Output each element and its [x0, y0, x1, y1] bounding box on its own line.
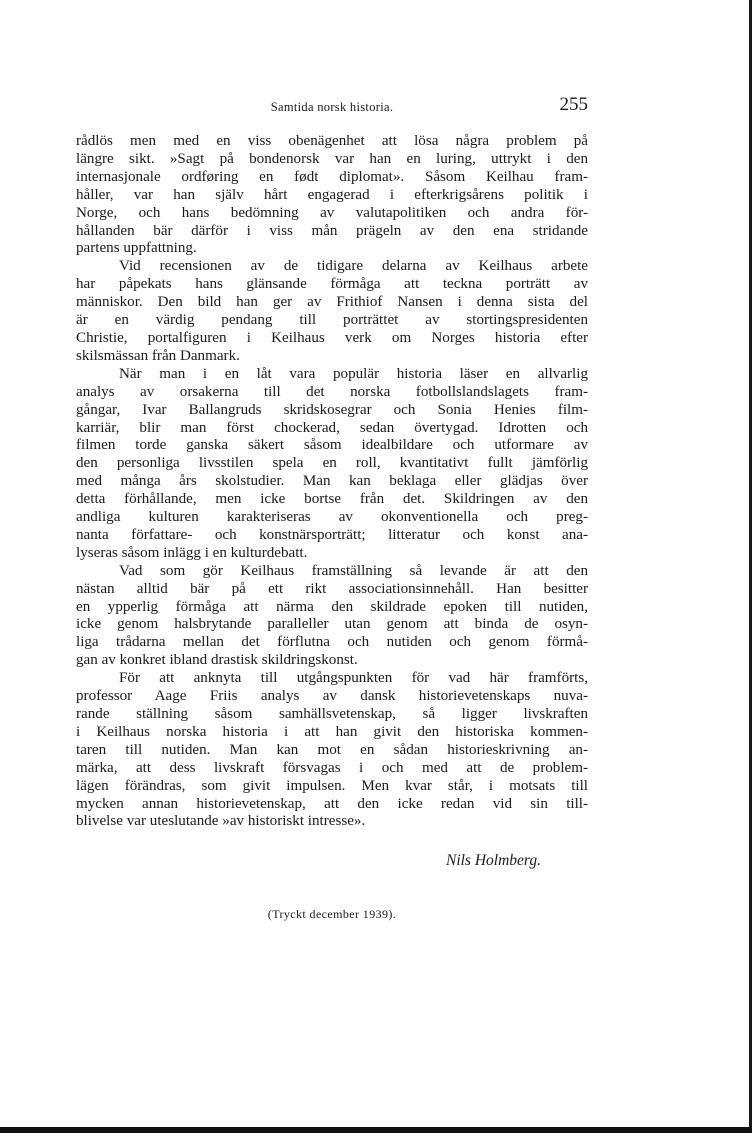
- text-line: en ypperlig förmåga att närma den skildrade epoken till nutiden,: [76, 598, 588, 615]
- text-line: Vad som gör Keilhaus framställning så levande är att den: [119, 562, 588, 579]
- printed-date-note: (Tryckt december 1939).: [267, 907, 397, 921]
- text-line: lyseras såsom inlägg i en kulturdebatt.: [76, 544, 308, 561]
- text-line: professor Aage Friis analys av dansk historievetenskaps nuva-: [76, 688, 588, 705]
- text-line: längre sikt. »Sagt på bondenorsk var han en luring, uttrykt i den: [76, 150, 588, 167]
- text-line: märka, att dess livskraft försvagas i och med att de problem-: [76, 759, 588, 776]
- text-line: nanta författare- och konstnärsporträtt; litteratur och konst ana-: [76, 526, 588, 543]
- text-line: är en värdig pendang till porträttet av stortingspresidenten: [76, 312, 588, 329]
- text-line: andliga kulturen karakteriseras av okonventionella och preg-: [76, 509, 588, 526]
- text-line: icke genom halsbrytande paralleller utan genom att binda de osyn-: [76, 616, 588, 633]
- text-line: Vid recensionen av de tidigare delarna av Keilhaus arbete: [119, 258, 588, 275]
- text-line: människor. Den bild han ger av Frithiof Nansen i denna sista del: [76, 294, 588, 311]
- text-line: håller, var han själv hårt engagerad i efterkrigsårens politik i: [76, 186, 588, 203]
- text-line: hållanden bär därför i viss mån prägeln av den ena stridande: [76, 222, 588, 239]
- text-line: partens uppfattning.: [76, 240, 197, 257]
- author-signature: Nils Holmberg.: [445, 852, 541, 869]
- text-line: taren till nutiden. Man kan mot en sådan historieskrivning an-: [76, 741, 588, 758]
- text-line: har påpekats hans glänsande förmåga att teckna porträtt av: [76, 276, 588, 293]
- text-line: liga trådarna mellan det förflutna och nutiden och genom förmå-: [76, 634, 588, 651]
- text-line: När man i en låt vara populär historia läser en allvarlig: [119, 365, 588, 382]
- text-line: i Keilhaus norska historia i att han givit den historiska kommen-: [76, 723, 588, 740]
- text-line: analys av orsakerna till det norska fotbollslandslagets fram-: [76, 383, 588, 400]
- text-line: gan av konkret ibland drastisk skildringskonst.: [76, 652, 358, 669]
- text-line: mycken annan historievetenskap, att den icke redan vid sin till-: [76, 795, 588, 812]
- text-line: nästan alltid bär på ett rikt associationsinnehåll. Han besitter: [76, 580, 588, 597]
- text-line: För att anknyta till utgångspunkten för vad här framförts,: [119, 670, 588, 687]
- body-text: [76, 133, 588, 831]
- page-number: 255: [559, 94, 588, 115]
- text-line: rande ställning såsom samhällsvetenskap, så ligger livskraften: [76, 706, 588, 722]
- running-title: Samtida norsk historia.: [270, 100, 394, 114]
- running-head: [76, 94, 588, 118]
- text-line: karriär, blir man först chockerad, sedan övertygad. Idrotten och: [76, 419, 588, 436]
- text-line: gångar, Ivar Ballangruds skridskosegrar och Sonia Henies film-: [76, 401, 588, 418]
- text-line: med många års skolstudier. Man kan beklaga eller glädjas över: [76, 473, 588, 490]
- text-line: internasjonale ordføring en født diplomat». Såsom Keilhau fram-: [76, 168, 588, 185]
- text-line: detta förhållande, men icke bortse från det. Skildringen av den: [76, 491, 588, 508]
- text-line: skilsmässan från Danmark.: [76, 347, 240, 364]
- text-line: lägen förändras, som givit impulsen. Men kvar står, i motsats till: [76, 777, 588, 794]
- text-line: blivelse var uteslutande »av historiskt intresse».: [76, 813, 366, 830]
- text-line: den personliga livsstilen spela en roll, kvantitativt fullt jämförlig: [76, 455, 588, 472]
- text-line: rådlös men med en viss obenägenhet att lösa några problem på: [76, 133, 588, 149]
- text-line: Norge, och hans bedömning av valutapolitiken och andra för-: [76, 204, 588, 221]
- text-line: filmen torde ganska säkert såsom idealbildare och utformare av: [76, 437, 588, 454]
- scan-edge-bottom: [0, 1127, 752, 1133]
- text-line: Christie, portalfiguren i Keilhaus verk om Norges historia efter: [76, 329, 588, 346]
